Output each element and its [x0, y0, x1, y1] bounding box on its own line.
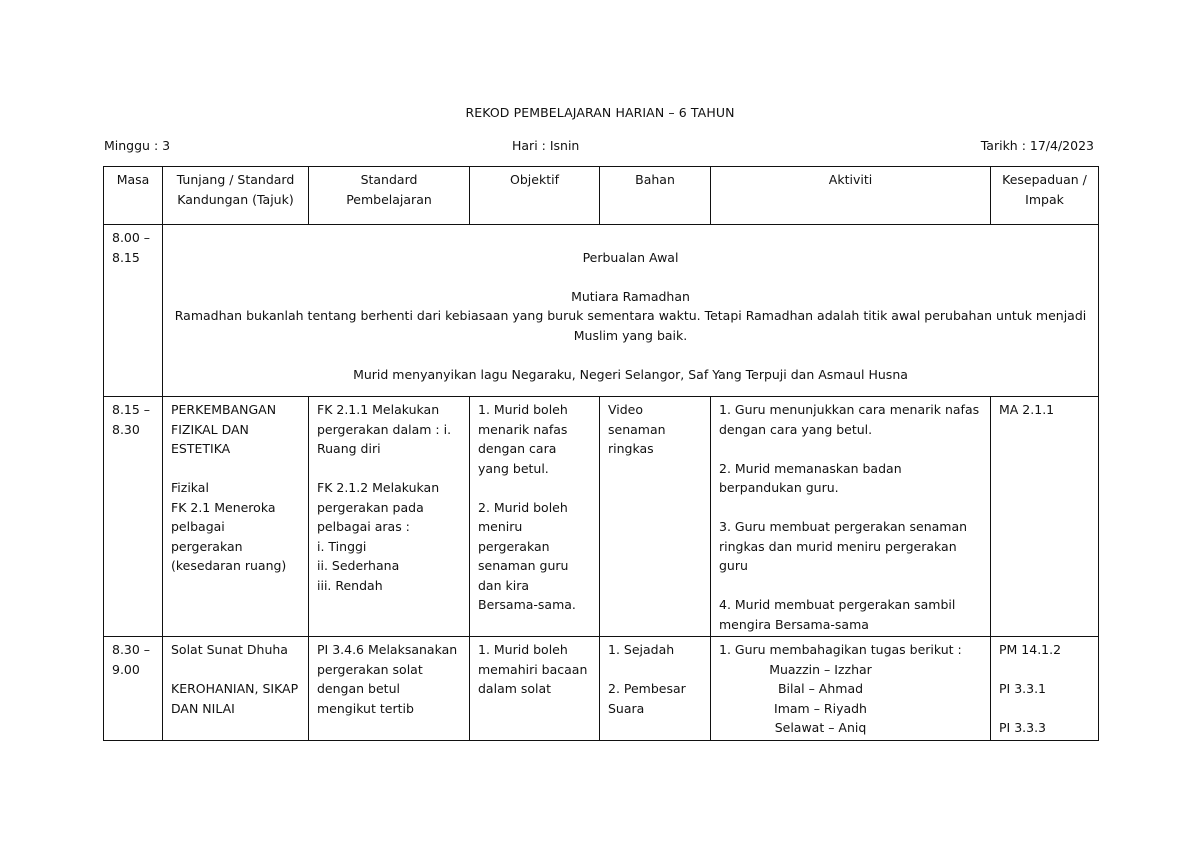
sp-sub-item: ii. Sederhana [317, 558, 400, 573]
kesepaduan-item: PI 3.3.1 [999, 681, 1047, 696]
kesepaduan-cell: MA 2.1.1 [991, 397, 1099, 637]
fizikal-label: Fizikal [171, 480, 209, 495]
tunjang-title: PERKEMBANGAN FIZIKAL DAN ESTETIKA [171, 402, 277, 456]
masa-cell: 8.30 – 9.00 [104, 637, 163, 741]
page-title: REKOD PEMBELAJARAN HARIAN – 6 TAHUN [465, 105, 735, 120]
bahan-cell [600, 637, 711, 741]
table-row [104, 637, 1099, 741]
col-header-tunjang: Tunjang / Standard Kandungan (Tajuk) [163, 167, 309, 225]
mutiara-text: Ramadhan bukanlah tentang berhenti dari kebiasaan yang buruk sementara waktu. Tetapi Ramadhan adalah titik awal perubahan untuk menjadi Muslim yang baik. [174, 308, 1087, 343]
perbualan-awal: Perbualan Awal [582, 249, 679, 265]
standard-pembelajaran-cell [309, 397, 470, 637]
sp-item: FK 2.1.1 Melakukan pergerakan dalam : i. Ruang diri [317, 402, 452, 456]
table-row [104, 225, 1099, 397]
kesepaduan-item: PM 14.1.2 [999, 642, 1062, 657]
opening-cell [163, 225, 1099, 397]
tarikh-label: Tarikh : 17/4/2023 [980, 138, 1094, 153]
tunjang-subtitle: KEROHANIAN, SIKAP DAN NILAI [171, 681, 299, 716]
standard-kandungan: FK 2.1 Meneroka pelbagai pergerakan (kesedaran ruang) [171, 499, 287, 573]
masa-cell: 8.00 – 8.15 [104, 225, 163, 397]
sp-sub-item: i. Tinggi [317, 538, 367, 554]
duty-item: Muazzin – Izzhar [769, 661, 872, 677]
standard-pembelajaran-cell: PI 3.4.6 Melaksanakan pergerakan solat dengan betul mengikut tertib [309, 637, 470, 741]
objektif-cell [470, 397, 600, 637]
aktiviti-cell [711, 397, 991, 637]
tunjang-title: Solat Sunat Dhuha [171, 642, 288, 657]
lesson-record-table [103, 166, 1099, 741]
table-row [104, 397, 1099, 637]
aktiviti-item: 4. Murid membuat pergerakan sambil mengira Bersama-sama [719, 597, 956, 632]
col-header-bahan: Bahan [600, 167, 711, 225]
table-header-row [104, 167, 1099, 225]
mutiara-title: Mutiara Ramadhan [571, 288, 690, 304]
bahan-cell: Video senaman ringkas [600, 397, 711, 637]
col-header-aktiviti: Aktiviti [711, 167, 991, 225]
objektif-cell: 1. Murid boleh memahiri bacaan dalam solat [470, 637, 600, 741]
objektif-item: 2. Murid boleh meniru pergerakan senaman guru dan kira Bersama-sama. [478, 499, 576, 612]
col-header-objektif: Objektif [470, 167, 600, 225]
minggu-label: Minggu : 3 [104, 138, 171, 153]
masa-cell: 8.15 – 8.30 [104, 397, 163, 637]
bahan-item: 2. Pembesar Suara [608, 681, 686, 716]
tunjang-cell [163, 397, 309, 637]
aktiviti-item: 3. Guru membuat pergerakan senaman ringkas dan murid meniru pergerakan guru [719, 519, 968, 573]
kesepaduan-cell [991, 637, 1099, 741]
aktiviti-cell [711, 637, 991, 741]
lagu-text: Murid menyanyikan lagu Negaraku, Negeri Selangor, Saf Yang Terpuji dan Asmaul Husna [353, 366, 908, 382]
aktiviti-item: 2. Murid memanaskan badan berpandukan guru. [719, 460, 902, 495]
bahan-item: 1. Sejadah [608, 642, 675, 657]
sp-sub-item: iii. Rendah [317, 577, 383, 593]
duty-item: Selawat – Aniq [774, 720, 867, 735]
tunjang-cell [163, 637, 309, 741]
col-header-masa: Masa [104, 167, 163, 225]
objektif-item: 1. Murid boleh menarik nafas dengan cara yang betul. [478, 402, 568, 476]
aktiviti-item: 1. Guru menunjukkan cara menarik nafas dengan cara yang betul. [719, 402, 980, 437]
duty-item: Bilal – Ahmad [777, 681, 864, 696]
col-header-kesepaduan: Kesepaduan / Impak [991, 167, 1099, 225]
sp-item: FK 2.1.2 Melakukan pergerakan pada pelbagai aras : [317, 480, 440, 534]
col-header-standard: Standard Pembelajaran [309, 167, 470, 225]
hari-label: Hari : Isnin [512, 138, 580, 153]
duty-item: Imam – Riyadh [774, 700, 867, 716]
aktiviti-item: 1. Guru membahagikan tugas berikut : [719, 642, 962, 657]
kesepaduan-item: PI 3.3.3 [999, 720, 1047, 735]
